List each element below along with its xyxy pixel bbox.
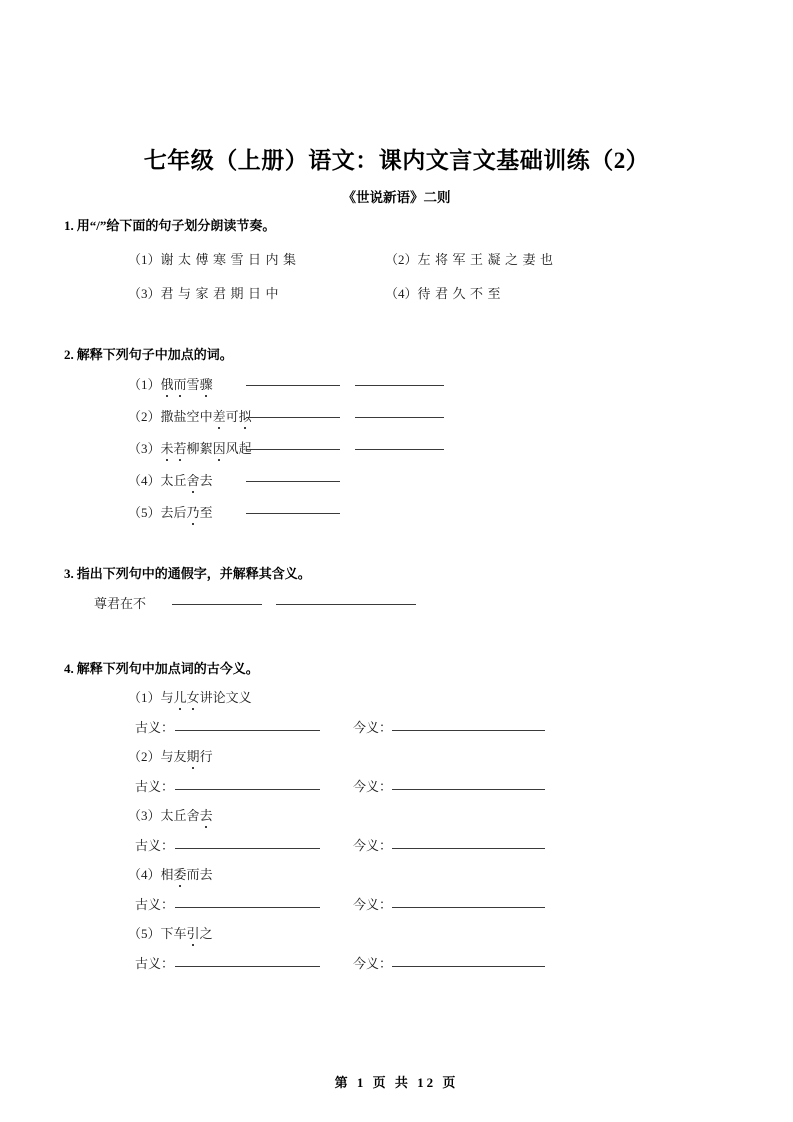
q2-item-2-text: 撒盐空中差可拟 (161, 409, 252, 424)
q4-item-5-ancient-label: 古义： (135, 956, 175, 971)
q4-item-5-ancient-blank[interactable] (175, 966, 320, 967)
q4-item-1-label: （1） (128, 690, 161, 705)
q4-item-3-modern-label: 今义： (353, 838, 393, 853)
q2-item-3-blank-2[interactable] (355, 449, 444, 450)
q1-item-4-label: （4） (385, 286, 418, 301)
page-title: 七年级（上册）语文：课内文言文基础训练（2） (143, 148, 650, 173)
q2-item-4-text: 太丘舍去 (161, 473, 213, 488)
q4-item-1-ancient-blank[interactable] (175, 730, 320, 731)
q1-item-3-text: 君与家君期日中 (160, 286, 284, 301)
q1-item-3 (128, 283, 283, 302)
q4-item-1-modern-label: 今义： (353, 720, 393, 735)
q2-item-1-label: （1） (128, 377, 161, 392)
q2-item-1-text: 俄而雪骤 (161, 377, 213, 392)
q4-item-2-ancient-label: 古义： (135, 779, 175, 794)
q2-item-1-blank-2[interactable] (355, 385, 444, 386)
q2-item-5-text: 去后乃至 (161, 505, 213, 520)
q4-item-3-ancient-blank[interactable] (175, 848, 320, 849)
q2-item-2 (128, 406, 252, 425)
q2-item-2-label: （2） (128, 409, 161, 424)
q4-item-4-text: 相委而去 (161, 867, 213, 882)
q2-item-5-blank-1[interactable] (246, 513, 340, 514)
q2-item-3-label: （3） (128, 441, 161, 456)
question-1-prompt: 用“/”给下面的句子划分朗读节奏。 (76, 218, 276, 233)
q1-item-3-label: （3） (128, 286, 161, 301)
q4-item-1-modern-blank[interactable] (392, 730, 545, 731)
q4-item-4-modern-label: 今义： (353, 897, 393, 912)
q4-item-2-modern-blank[interactable] (392, 789, 545, 790)
q1-item-2 (385, 249, 558, 268)
q4-item-2-text: 与友期行 (161, 749, 213, 764)
question-1-heading (64, 215, 275, 234)
q4-item-5 (128, 923, 213, 942)
q4-item-3-text: 太丘舍去 (161, 808, 213, 823)
q2-item-1-blank-1[interactable] (246, 385, 340, 386)
q4-item-5-modern-label: 今义： (353, 956, 393, 971)
q4-item-1-text: 与儿女讲论文义 (161, 690, 252, 705)
q4-item-3-modern-blank[interactable] (392, 848, 545, 849)
q1-item-2-label: （2） (385, 252, 418, 267)
q2-item-2-blank-1[interactable] (246, 417, 340, 418)
q4-item-2-modern-label: 今义： (353, 779, 393, 794)
question-2-heading (64, 344, 233, 363)
q3-item-1-blank-1[interactable] (172, 604, 262, 605)
q4-item-1 (128, 687, 252, 706)
page-footer: 第 1 页 共 12 页 (334, 1075, 459, 1090)
question-2-number: 2. (64, 347, 74, 362)
q4-item-3 (128, 805, 213, 824)
question-4-number: 4. (64, 661, 74, 676)
q4-item-3-label: （3） (128, 808, 161, 823)
q2-item-5-label: （5） (128, 505, 161, 520)
question-2-prompt: 解释下列句子中加点的词。 (76, 347, 233, 362)
q4-item-4-label: （4） (128, 867, 161, 882)
q1-item-1-text: 谢太傅寒雪日内集 (160, 252, 301, 267)
q2-item-1 (128, 374, 213, 393)
q2-item-4 (128, 470, 213, 489)
q4-item-2-label: （2） (128, 749, 161, 764)
q1-item-4 (385, 283, 505, 302)
q2-item-3 (128, 438, 252, 457)
q2-item-4-label: （4） (128, 473, 161, 488)
q4-item-2 (128, 746, 213, 765)
q2-item-4-blank-1[interactable] (246, 481, 340, 482)
question-3-prompt: 指出下列句中的通假字，并解释其含义。 (76, 566, 311, 581)
question-3-number: 3. (64, 566, 74, 581)
q4-item-4 (128, 864, 213, 883)
q1-item-1 (128, 249, 301, 268)
q1-item-1-label: （1） (128, 252, 161, 267)
question-1-number: 1. (64, 218, 74, 233)
q4-item-1-ancient-label: 古义： (135, 720, 175, 735)
q4-item-4-ancient-blank[interactable] (175, 907, 320, 908)
q4-item-5-label: （5） (128, 926, 161, 941)
q4-item-3-ancient-label: 古义： (135, 838, 175, 853)
q4-item-4-modern-blank[interactable] (392, 907, 545, 908)
q4-item-4-ancient-label: 古义： (135, 897, 175, 912)
q4-item-2-ancient-blank[interactable] (175, 789, 320, 790)
q3-item-1-blank-2[interactable] (276, 604, 416, 605)
q4-item-5-text: 下车引之 (161, 926, 213, 941)
q2-item-3-text: 未若柳絮因风起 (161, 441, 252, 456)
q1-item-2-text: 左将军王凝之妻也 (417, 252, 558, 267)
question-3-heading (64, 563, 311, 582)
q4-item-5-modern-blank[interactable] (392, 966, 545, 967)
q2-item-3-blank-1[interactable] (246, 449, 340, 450)
question-4-heading (64, 658, 259, 677)
page-subtitle: 《世说新语》二则 (342, 190, 451, 205)
q1-item-4-text: 待君久不至 (417, 286, 506, 301)
question-4-prompt: 解释下列句中加点词的古今义。 (76, 661, 259, 676)
q3-item-1-text: 尊君在不 (94, 596, 147, 611)
q2-item-2-blank-2[interactable] (355, 417, 444, 418)
q3-item-1 (94, 593, 146, 612)
q2-item-5 (128, 502, 213, 521)
